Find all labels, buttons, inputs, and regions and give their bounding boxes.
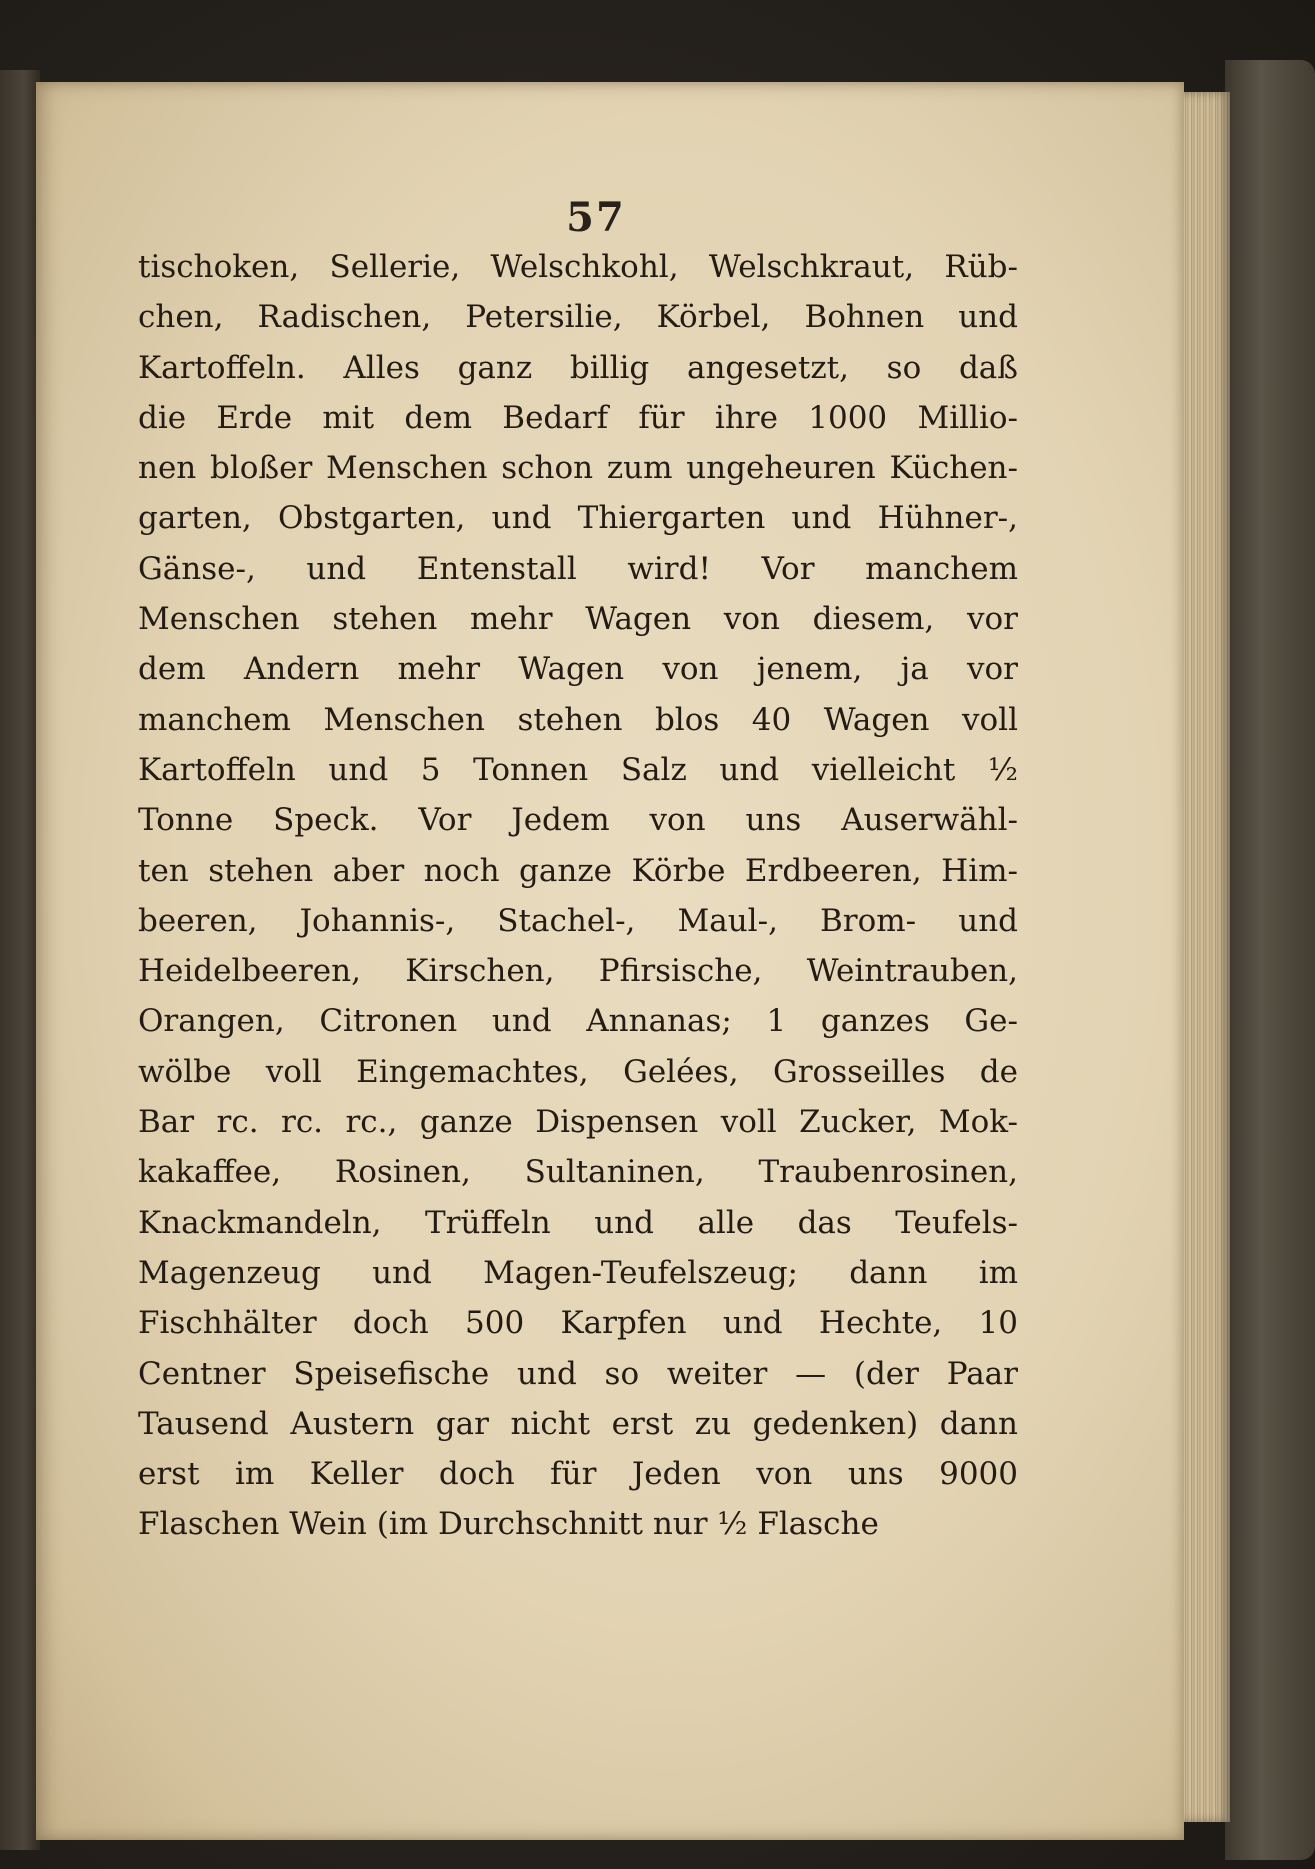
text-line: Flaschen Wein (im Durchschnitt nur ½ Flasche bbox=[138, 1506, 879, 1543]
text-line: Heidelbeeren, Kirschen, Pfirsische, Weintrauben, bbox=[138, 953, 1018, 990]
text-line: manchem Menschen stehen blos 40 Wagen voll bbox=[138, 701, 1018, 738]
text-line: tischoken, Sellerie, Welschkohl, Welschkraut, Rüb- bbox=[138, 249, 1018, 285]
text-line: erst im Keller doch für Jeden von uns 9000 bbox=[138, 1456, 1018, 1493]
book-cover-right bbox=[1225, 60, 1315, 1860]
text-line: beeren, Johannis-, Stachel-, Maul-, Brom- und bbox=[138, 902, 1018, 939]
text-line: kakaffee, Rosinen, Sultaninen, Traubenrosinen, bbox=[138, 1154, 1018, 1191]
text-line: wölbe voll Eingemachtes, Gelées, Grosseilles de bbox=[138, 1053, 1018, 1090]
text-line: Kartoffeln. Alles ganz billig angesetzt, so daß bbox=[138, 349, 1018, 386]
text-line: Tausend Austern gar nicht erst zu gedenken) dann bbox=[138, 1405, 1018, 1442]
text-line: Gänse-, und Entenstall wird! Vor manchem bbox=[138, 550, 1018, 587]
text-line: Centner Speisefische und so weiter — (der Paar bbox=[138, 1355, 1018, 1392]
text-line: Magenzeug und Magen-Teufelszeug; dann im bbox=[138, 1254, 1018, 1291]
text-line: Menschen stehen mehr Wagen von diesem, vor bbox=[138, 601, 1018, 638]
text-line: chen, Radischen, Petersilie, Körbel, Bohnen und bbox=[138, 299, 1018, 336]
text-line: garten, Obstgarten, und Thiergarten und Hühner-, bbox=[138, 500, 1018, 537]
text-line: Orangen, Citronen und Annanas; 1 ganzes Ge- bbox=[138, 1003, 1018, 1040]
body-text bbox=[138, 242, 1018, 1550]
text-line: Fischhälter doch 500 Karpfen und Hechte, 10 bbox=[138, 1305, 1018, 1342]
text-line: ten stehen aber noch ganze Körbe Erdbeeren, Him- bbox=[138, 852, 1018, 889]
book-page bbox=[36, 82, 1184, 1840]
text-line: Knackmandeln, Trüffeln und alle das Teufels- bbox=[138, 1204, 1018, 1241]
text-line: nen bloßer Menschen schon zum ungeheuren Küchen- bbox=[138, 450, 1018, 487]
text-line: Tonne Speck. Vor Jedem von uns Auserwähl- bbox=[138, 802, 1018, 839]
book-cover-left bbox=[0, 70, 40, 1850]
text-line: Bar rc. rc. rc., ganze Dispensen voll Zucker, Mok- bbox=[138, 1104, 1018, 1141]
text-line: Kartoffeln und 5 Tonnen Salz und vielleicht ½ bbox=[138, 751, 1018, 788]
text-line: die Erde mit dem Bedarf für ihre 1000 Millio- bbox=[138, 399, 1018, 436]
text-line: dem Andern mehr Wagen von jenem, ja vor bbox=[138, 651, 1018, 688]
page-number: 57 bbox=[566, 194, 626, 241]
